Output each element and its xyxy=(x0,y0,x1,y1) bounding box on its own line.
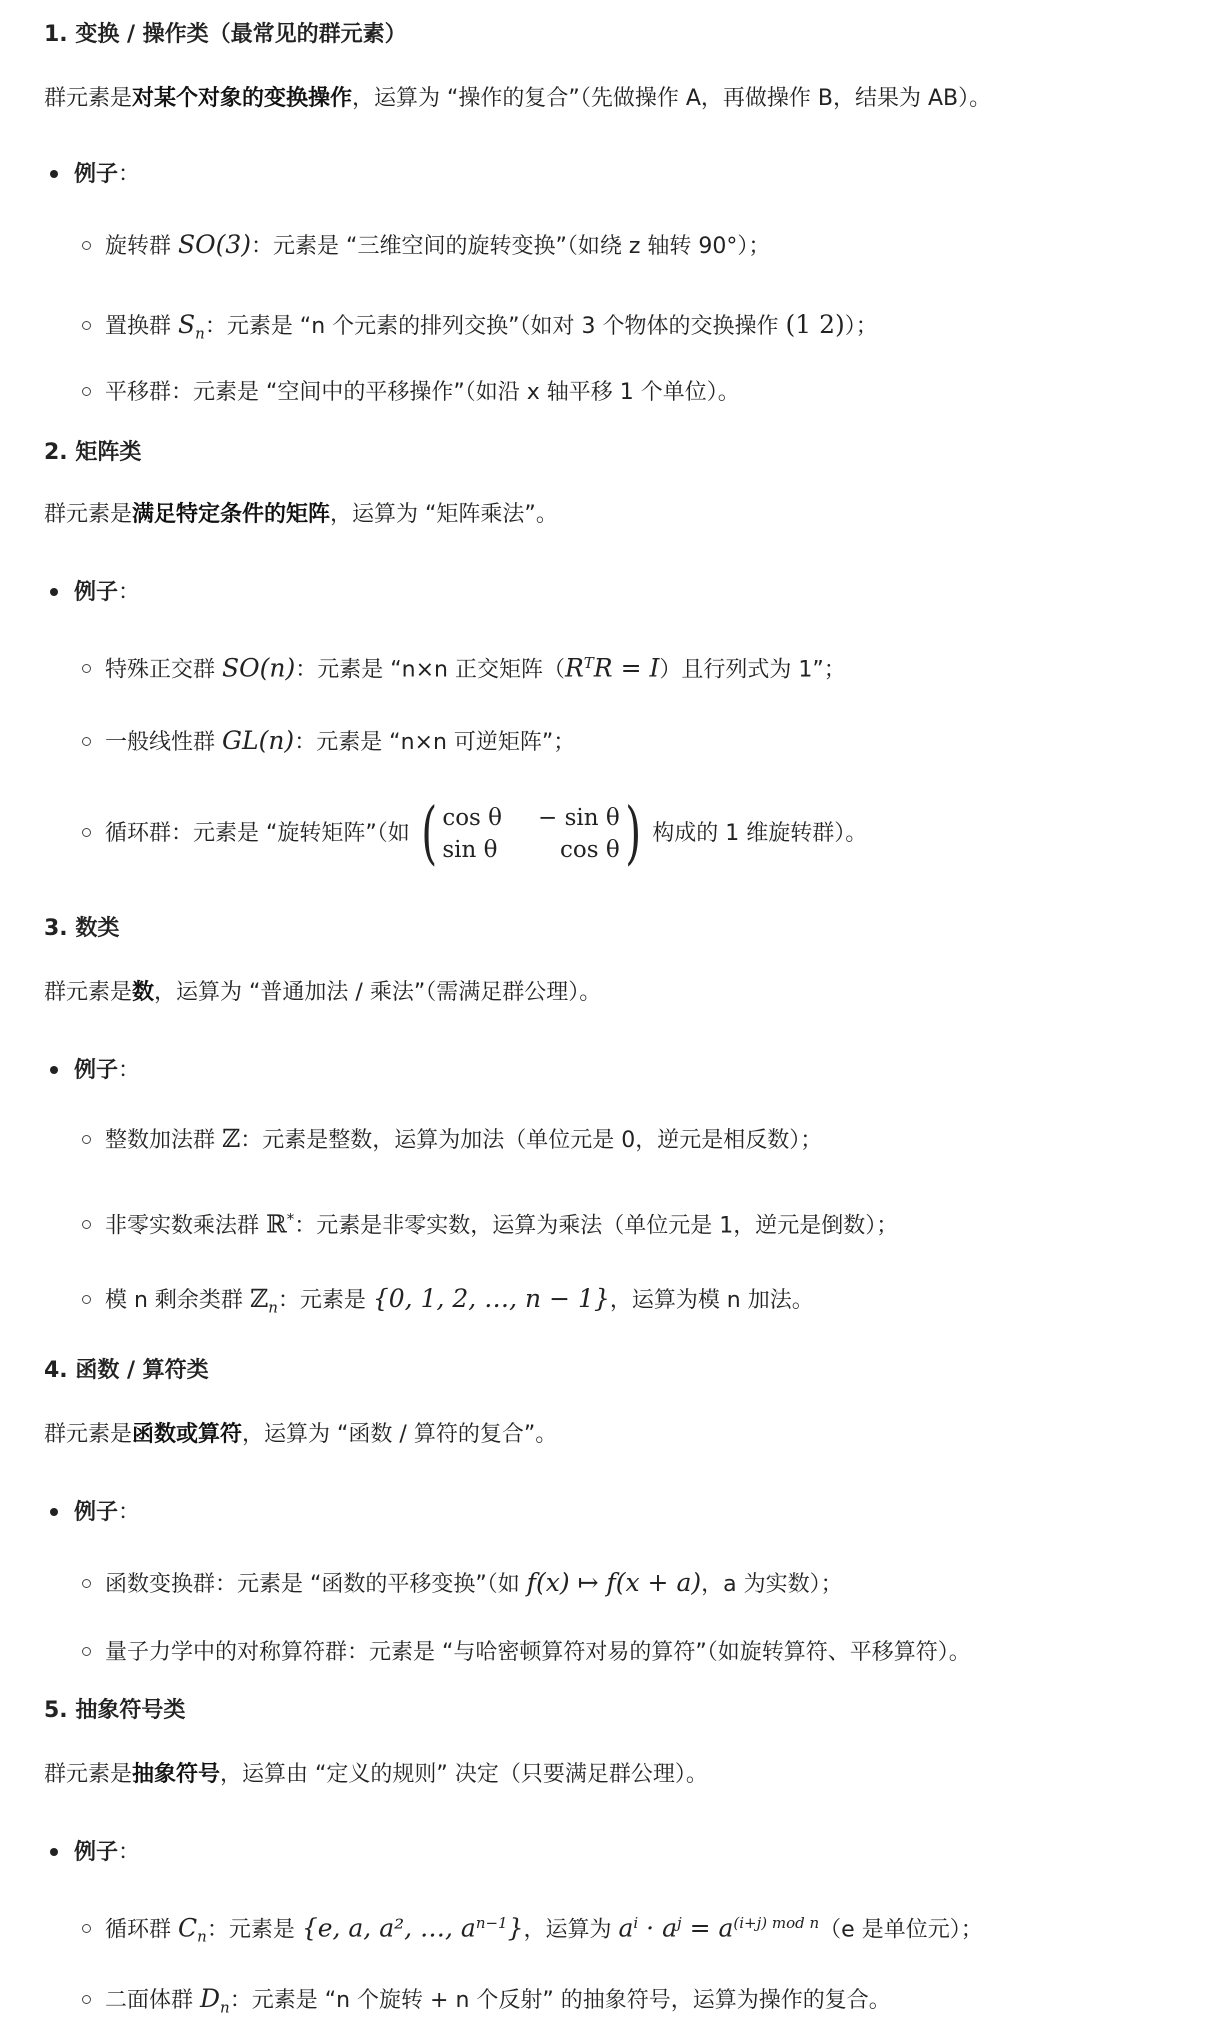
examples-bullet: 例子： xyxy=(50,576,140,610)
examples-bullet: 例子： xyxy=(50,158,140,192)
example-item: 整数加法群 ℤ：元素是整数，运算为加法（单位元是 0，逆元是相反数）； xyxy=(82,1122,822,1158)
circle-bullet-icon xyxy=(82,1135,91,1144)
section-intro-3: 群元素是数，运算为 “普通加法 / 乘法”（需满足群公理）。 xyxy=(44,980,602,1005)
section-heading-1: 1. 变换 / 操作类（最常见的群元素） xyxy=(44,22,407,47)
bullet-icon xyxy=(50,1066,58,1074)
circle-bullet-icon xyxy=(82,241,91,250)
example-item: 循环群 $C_n$：元素是 {e, a, a², …, $a^{n-1}$}，运算为 $a^i \cdot a^j = a^{(i+j) mod n}(e$ 是单位元）； xyxy=(82,1906,983,1954)
example-item: 特殊正交群 SO(n)：元素是 “n×n 正交矩阵$(R^TR = I)$且行列式为 1”； xyxy=(82,646,846,687)
circle-bullet-icon xyxy=(82,387,91,396)
circle-bullet-icon xyxy=(82,828,91,837)
rotation-matrix: ( cos θ − sin θ sin θ cos θ ) xyxy=(421,794,641,873)
example-item: 旋转群 SO(3)：元素是 “三维空间的旋转变换”（如绕 z 轴转 90°）； xyxy=(82,228,770,264)
circle-bullet-icon xyxy=(82,1579,91,1588)
section-heading-5: 5. 抽象符号类 xyxy=(44,1698,186,1723)
section-intro-4: 群元素是函数或算符，运算为 “函数 / 算符的复合”。 xyxy=(44,1422,558,1447)
section-heading-2: 2. 矩阵类 xyxy=(44,440,142,465)
example-item: 置换群 $S_n$：元素是 “n 个元素的排列交换”（如对 3 个物体的交换操作 (1 2)）； xyxy=(82,308,878,350)
examples-bullet: 例子： xyxy=(50,1836,140,1870)
circle-bullet-icon xyxy=(82,664,91,673)
bullet-icon xyxy=(50,1508,58,1516)
section-intro-5: 群元素是抽象符号，运算由 “定义的规则” 决定（只要满足群公理）。 xyxy=(44,1762,708,1787)
section-intro-2: 群元素是满足特定条件的矩阵，运算为 “矩阵乘法”。 xyxy=(44,502,558,527)
example-item: 量子力学中的对称算符群：元素是 “与哈密顿算符对易的算符”（如旋转算符、平移算符）。 xyxy=(82,1636,971,1670)
example-item: 非零实数乘法群 ℝ*：元素是非零实数，运算为乘法（单位元是 1，逆元是倒数）； xyxy=(82,1202,898,1243)
example-item: 循环群：元素是 “旋转矩阵”（如 ( cos θ − sin θ sin θ cos θ ) 构成的 1 维旋转群）。 xyxy=(82,796,867,872)
example-item: 平移群：元素是 “空间中的平移操作”（如沿 x 轴平移 1 个单位）。 xyxy=(82,376,740,410)
section-heading-3: 3. 数类 xyxy=(44,916,120,941)
section-intro-1: 群元素是对某个对象的变换操作，运算为 “操作的复合”（先做操作 A，再做操作 B，结果为 AB）。 xyxy=(44,86,992,111)
circle-bullet-icon xyxy=(82,737,91,746)
circle-bullet-icon xyxy=(82,1295,91,1304)
circle-bullet-icon xyxy=(82,321,91,330)
bullet-icon xyxy=(50,1848,58,1856)
example-item: 模 n 剩余类群 ℤ$_n$：元素是 {0, 1, 2, …, n − 1}，运算为模 n 加法。 xyxy=(82,1282,814,1324)
section-heading-4: 4. 函数 / 算符类 xyxy=(44,1358,209,1383)
example-item: 一般线性群 GL(n)：元素是 “n×n 可逆矩阵”； xyxy=(82,724,575,760)
bullet-icon xyxy=(50,588,58,596)
examples-bullet: 例子： xyxy=(50,1054,140,1088)
intro-bold: 对某个对象的变换操作 xyxy=(132,86,353,111)
example-item: 函数变换群：元素是 “函数的平移变换”（如 f(x) ↦ f(x + a)，a 为实数）； xyxy=(82,1566,843,1602)
example-item: 二面体群 $D_n$：元素是 “n 个旋转 + n 个反射” 的抽象符号，运算为操作的复合。 xyxy=(82,1982,891,2024)
circle-bullet-icon xyxy=(82,1220,91,1229)
bullet-icon xyxy=(50,170,58,178)
circle-bullet-icon xyxy=(82,1995,91,2004)
circle-bullet-icon xyxy=(82,1647,91,1656)
circle-bullet-icon xyxy=(82,1924,91,1933)
examples-bullet: 例子： xyxy=(50,1496,140,1530)
